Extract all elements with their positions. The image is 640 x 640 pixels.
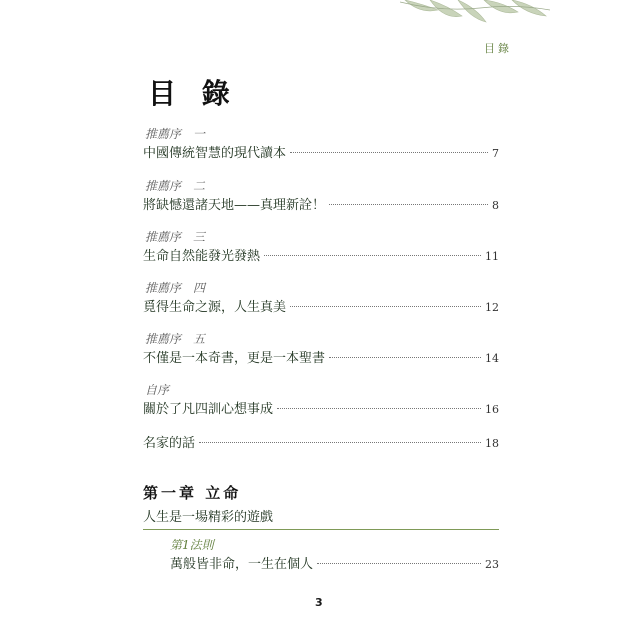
toc-entry[interactable]: [143, 178, 499, 215]
page-ref: 16: [485, 403, 499, 416]
page-ref: 11: [485, 250, 499, 263]
toc-entry[interactable]: [143, 126, 499, 163]
toc-entry[interactable]: [143, 331, 499, 368]
entry-label: 自序: [145, 383, 170, 397]
entry-title[interactable]: 不僅是一本奇書，更是一本聖書: [143, 351, 326, 366]
page-ref: 23: [485, 558, 499, 571]
dot-leader: [277, 408, 481, 409]
dot-leader: [329, 357, 481, 358]
dot-leader: [290, 152, 488, 153]
page-ref: 7: [492, 147, 499, 160]
page-title: 目 錄: [148, 77, 238, 110]
entry-title[interactable]: 中國傳統智慧的現代讀本: [143, 146, 287, 161]
dot-leader: [199, 442, 481, 443]
dot-leader: [329, 204, 488, 205]
toc-entry[interactable]: [143, 280, 499, 317]
toc-entry[interactable]: [143, 229, 499, 266]
chapter-title: 第一章 立命: [143, 484, 242, 502]
leaf-decoration: [400, 0, 550, 28]
entry-label: 推薦序 二: [145, 179, 206, 193]
entry-title[interactable]: 覓得生命之源，人生真美: [143, 300, 287, 315]
entry-label: 推薦序 三: [145, 230, 206, 244]
toc-entry[interactable]: [143, 432, 499, 453]
entry-title[interactable]: 萬般皆非命，一生在個人: [170, 557, 314, 572]
dot-leader: [317, 563, 481, 564]
entry-label: 推薦序 一: [145, 127, 206, 141]
entry-title[interactable]: 生命自然能發光發熱: [143, 249, 261, 264]
page-ref: 14: [485, 352, 499, 365]
page-ref: 8: [492, 199, 499, 212]
dot-leader: [264, 255, 481, 256]
entry-label: 第1法則: [170, 538, 214, 552]
page-number: 3: [315, 596, 323, 609]
toc-entry[interactable]: [170, 537, 499, 574]
toc-entry[interactable]: [143, 382, 499, 419]
entry-label: 推薦序 五: [145, 332, 206, 346]
entry-title[interactable]: 將缺憾還諸天地——真理新詮！: [143, 198, 326, 213]
page-ref: 18: [485, 437, 499, 450]
running-head: 目錄: [484, 42, 512, 55]
entry-title[interactable]: 名家的話: [143, 436, 196, 451]
dot-leader: [290, 306, 481, 307]
page-ref: 12: [485, 301, 499, 314]
entry-title[interactable]: 關於了凡四訓心想事成: [143, 402, 274, 417]
entry-label: 推薦序 四: [145, 281, 206, 295]
chapter-subtitle: 人生是一場精彩的遊戲: [143, 506, 499, 530]
